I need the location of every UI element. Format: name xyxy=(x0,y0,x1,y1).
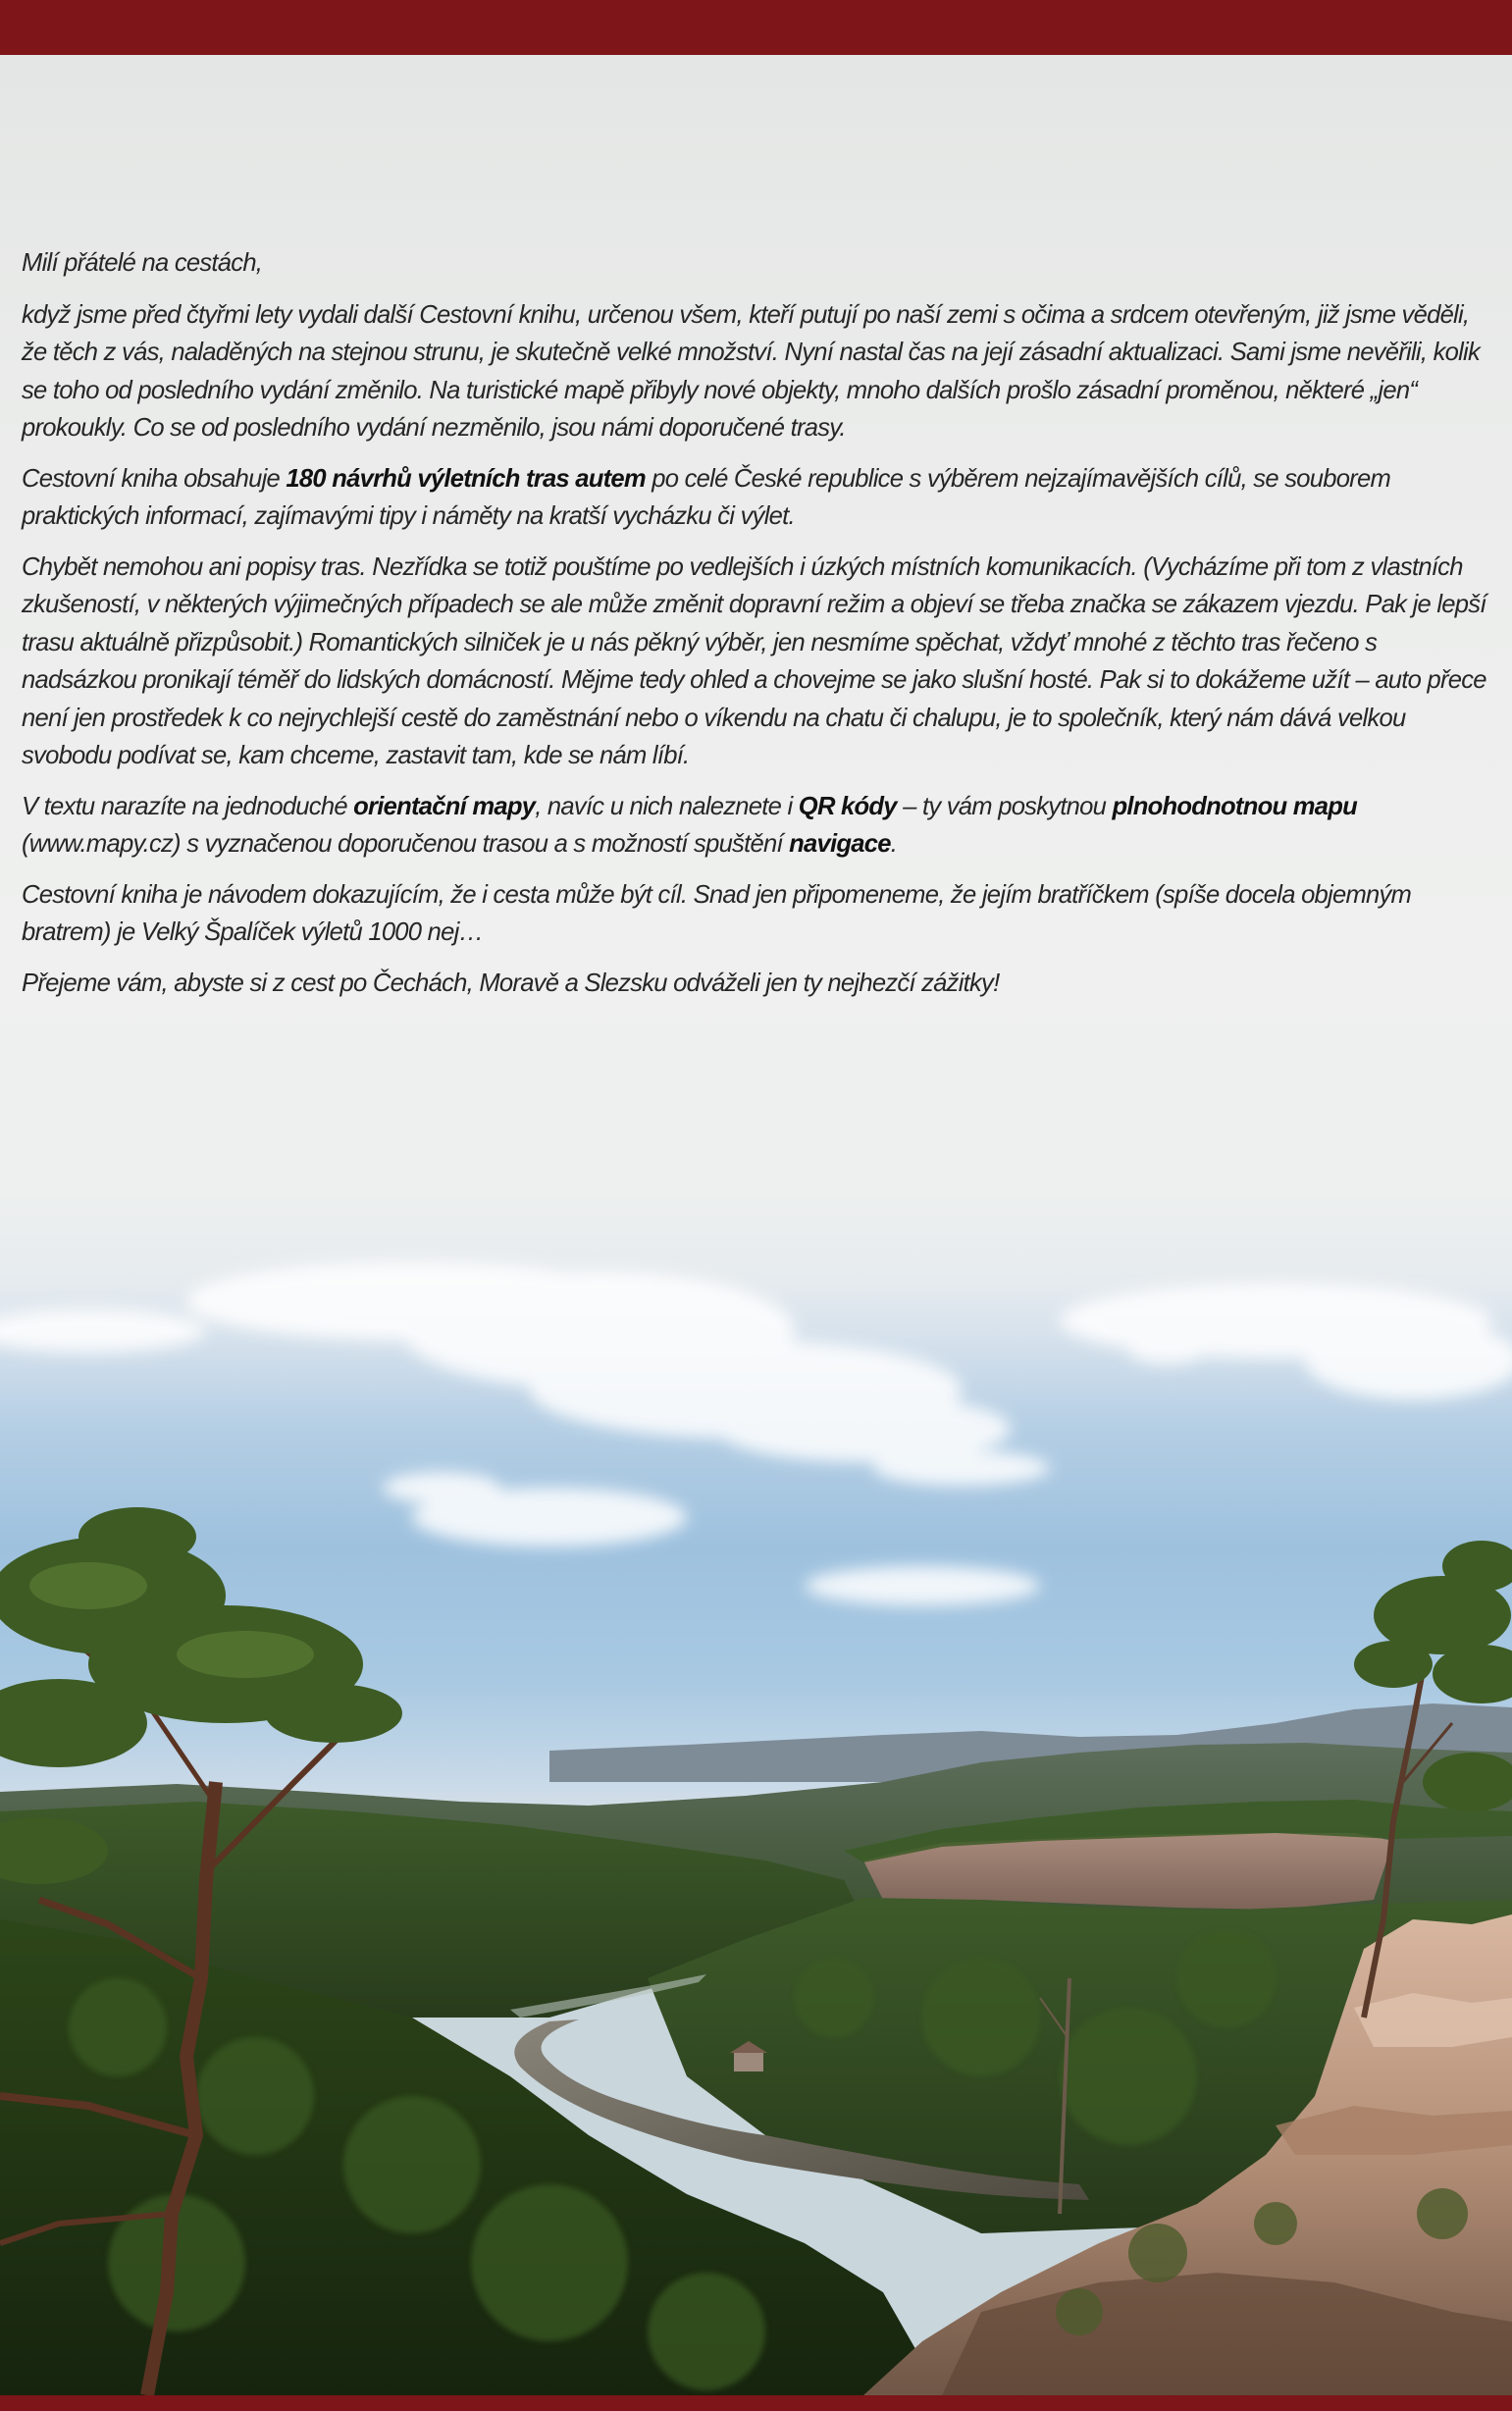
paragraph-routes xyxy=(22,460,1493,536)
maps-text-1: V textu narazíte na jednoduché xyxy=(22,792,354,820)
paragraph-intro: když jsme před čtyřmi lety vydali další Cestovní knihu, určenou všem, kteří putují po naší zemi s očima a srdcem otevřeným, již jsme věděli, že těch z vás, naladěných na stejnou strunu, je skutečně velké množství. Nyní nastal čas na její zásadní aktualizaci. Sami jsme nevěřili, kolik se toho od posledního vydání změnilo. Na turistické mapě přibyly nové objekty, mnoho dalších prošlo zásadní proměnou, některé „jen“ prokoukly. Co se od posledního vydání nezměnilo, jsou námi doporučené trasy. xyxy=(22,300,1481,442)
clouds xyxy=(0,1262,1512,1605)
paragraph-journey: Cestovní kniha je návodem dokazujícím, že i cesta může být cíl. Snad jen připomeneme, že jejím bratříčkem (spíše docela objemným bratrem) je Velký Špalíček výletů 1000 nej… xyxy=(22,880,1412,946)
salutation: Milí přátelé na cestách, xyxy=(22,249,263,277)
maps-text-5: . xyxy=(890,830,898,858)
top-border-band xyxy=(0,0,1512,55)
bottom-border-band xyxy=(0,2395,1512,2411)
routes-count-highlight: 180 návrhů výletních tras autem xyxy=(286,464,646,493)
maps-text-4: (www.mapy.cz) s vyznačenou doporučenou trasou a s možností spuštění xyxy=(22,830,790,858)
letter-text xyxy=(22,244,1493,1015)
paragraph-routes-text-1: Cestovní kniha obsahuje xyxy=(22,464,287,493)
full-map-highlight: plnohodnotnou mapu xyxy=(1112,792,1357,820)
paragraph-routes-text-2: po celé České republice s výběrem nejzajímavějších cílů, se souborem praktických informací, zajímavými tipy i náměty na kratší vycházku či výlet. xyxy=(22,464,1391,530)
paragraph-maps xyxy=(22,788,1493,864)
qr-codes-highlight: QR kódy xyxy=(798,792,897,820)
orientation-maps-highlight: orientační mapy xyxy=(353,792,536,820)
navigation-highlight: navigace xyxy=(789,830,891,858)
maps-text-2: , navíc u nich naleznete i xyxy=(535,792,799,820)
book-page xyxy=(0,55,1512,2395)
paragraph-wishes: Přejeme vám, abyste si z cest po Čechách, Moravě a Slezsku odváželi jen ty nejhezčí zážitky! xyxy=(22,969,1000,997)
maps-text-3: – ty vám poskytnou xyxy=(896,792,1113,820)
paragraph-descriptions: Chybět nemohou ani popisy tras. Nezřídka se totiž pouštíme po vedlejších i úzkých místních komunikacích. (Vycházíme při tom z vlastních zkušeností, v některých výjimečných případech se ale může změnit dopravní režim a objeví se třeba značka se zákazem vjezdu. Pak je lepší trasu aktuálně přizpůsobit.) Romantických silniček je u nás pěkný výběr, jen nesmíme spěchat, vždyť mnohé z těchto tras řečeno s nadsázkou pronikají téměř do lidských domácností. Mějme tedy ohled a chovejme se jako slušní hosté. Pak si to dokážeme užít – auto přece není jen prostředek k co nejrychlejší cestě do zaměstnání nebo o víkendu na chatu či chalupu, je to společník, který nám dává velkou svobodu podívat se, kam chceme, zastavit tam, kde se nám líbí. xyxy=(22,552,1486,769)
